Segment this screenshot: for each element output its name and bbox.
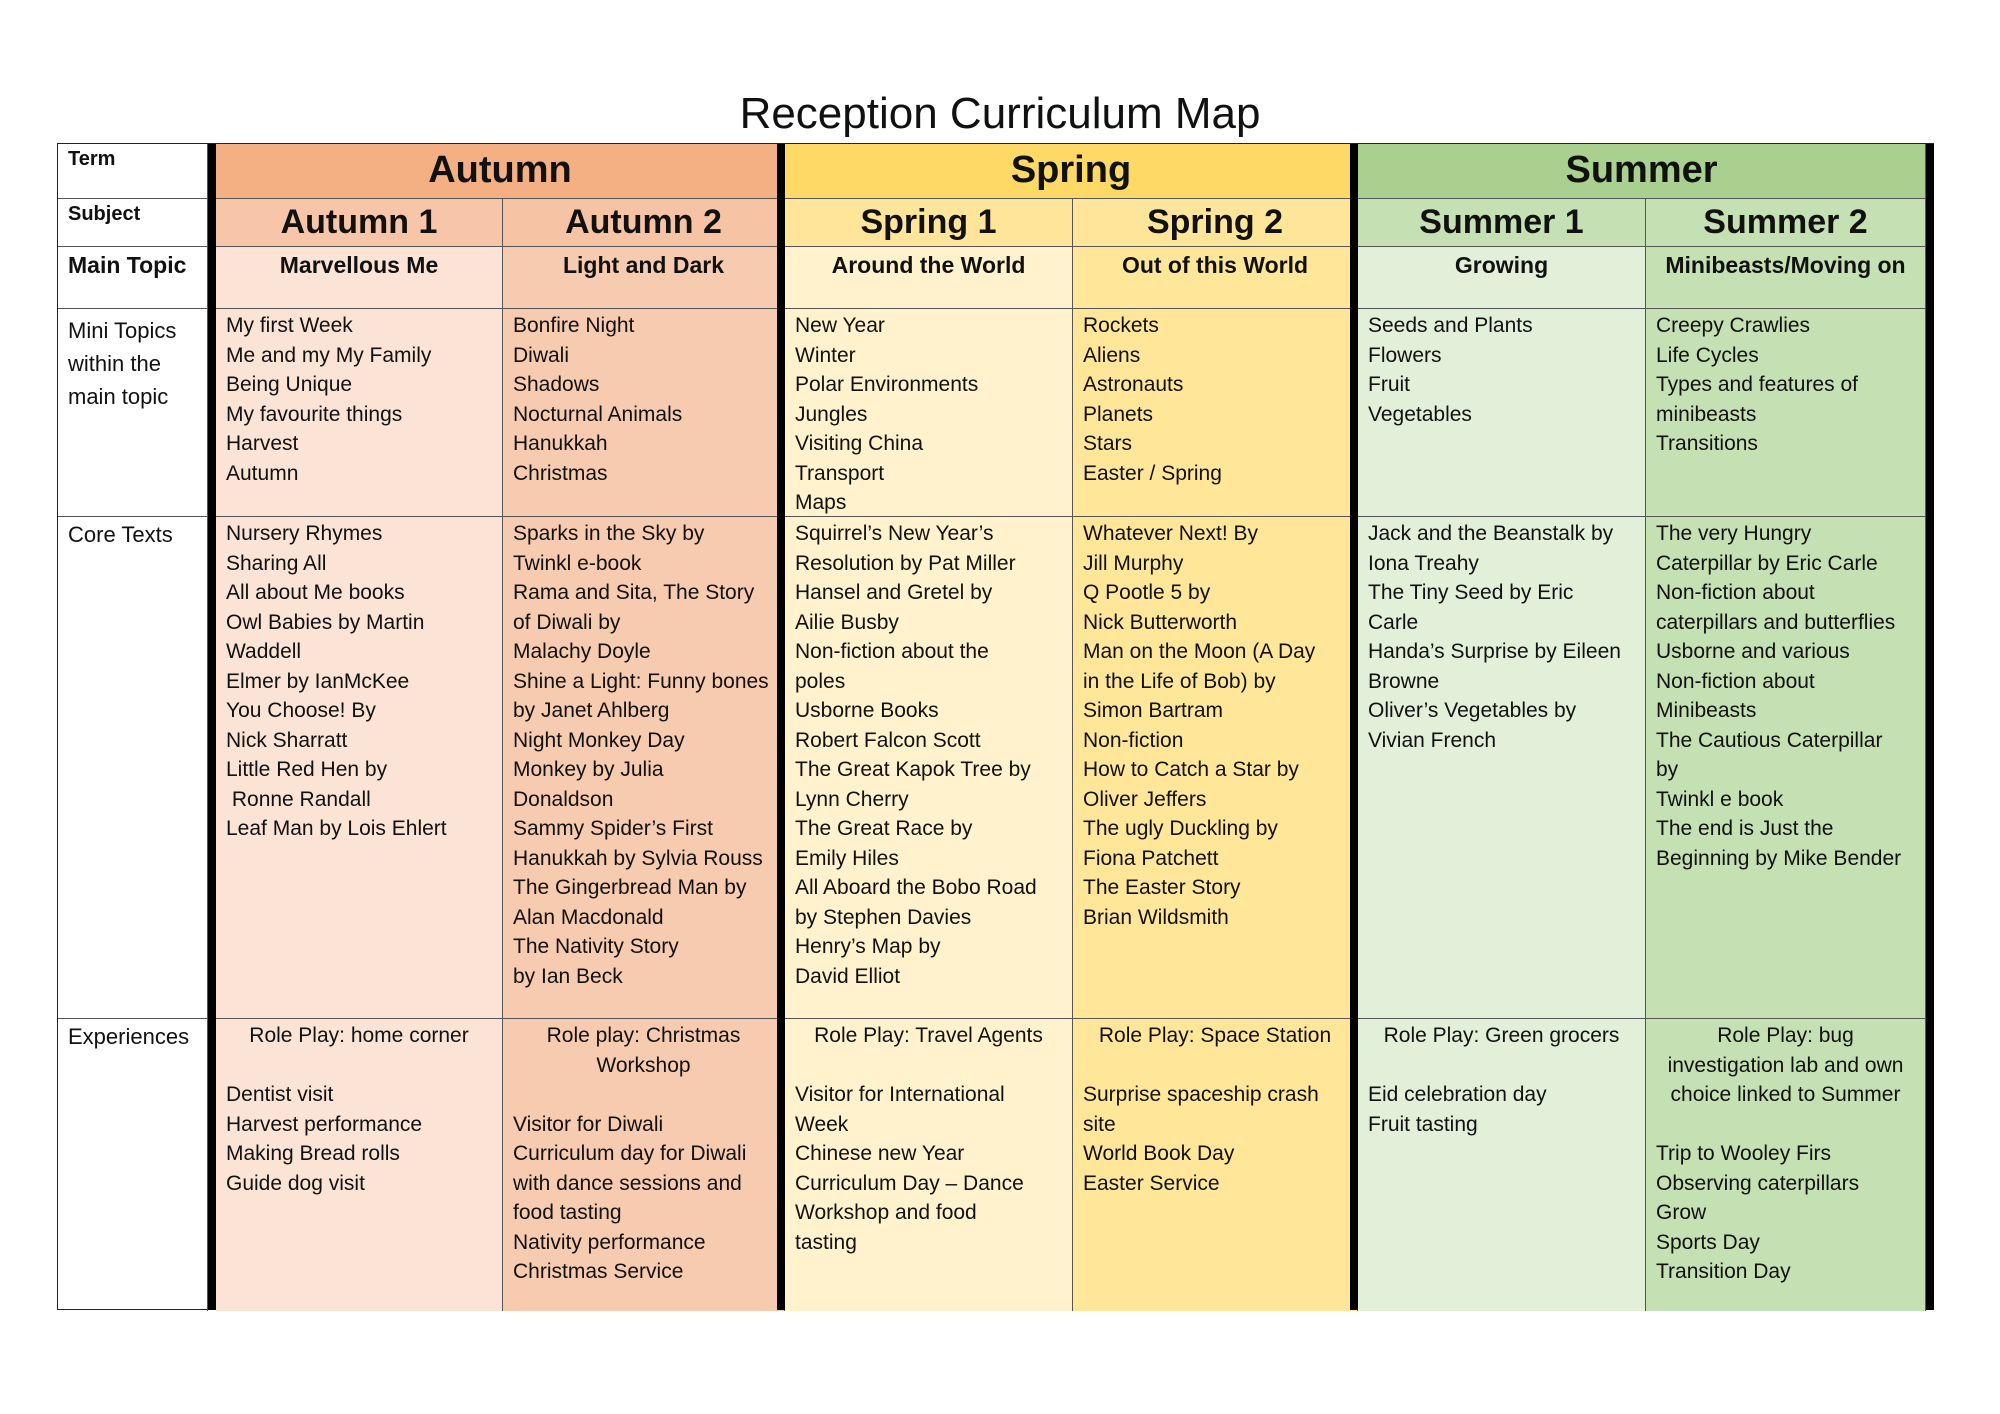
experience-item: Workshop and food	[795, 1201, 977, 1224]
core-text-line: Usborne and various	[1656, 640, 1850, 663]
role-play-heading	[1368, 1021, 1635, 1051]
core-text-line: Oliver Jeffers	[1083, 787, 1207, 811]
column-divider	[208, 144, 216, 1310]
mini-topic-item: Autumn	[226, 461, 299, 485]
mini-topic-item: Rockets	[1083, 314, 1159, 337]
spacer	[1083, 1051, 1347, 1081]
half-term-header: Summer 1	[1358, 199, 1646, 247]
core-text-line: Whatever Next! By	[1083, 522, 1259, 545]
experience-item: Surprise spaceship crash	[1083, 1083, 1319, 1106]
core-text-line: by Ian Beck	[513, 964, 623, 988]
mini-topic-item: Creepy Crawlies	[1656, 314, 1811, 337]
core-text-line: The Easter Story	[1083, 876, 1241, 899]
experience-item: Chinese new Year	[795, 1142, 965, 1165]
role-play-heading	[513, 1021, 774, 1080]
core-text-line: by	[1656, 758, 1679, 781]
half-term-header: Summer 2	[1646, 199, 1926, 247]
core-text-line: Little Red Hen by	[226, 758, 388, 781]
column-divider	[1926, 144, 1934, 1310]
experiences-cell	[1646, 1019, 1926, 1311]
mini-topic-item: Shadows	[513, 373, 600, 396]
core-text-line: Simon Bartram	[1083, 699, 1224, 722]
mini-topic-item: Vegetables	[1368, 402, 1472, 426]
core-text-line: Ronne Randall	[226, 787, 371, 811]
role-play-heading	[1656, 1021, 1915, 1110]
subject-label: Subject	[58, 199, 208, 247]
main-topic-cell: Around the World	[785, 247, 1073, 309]
season-header-spring: Spring	[785, 144, 1358, 199]
mini-topic-item: Planets	[1083, 402, 1154, 426]
core-text-line: Carle	[1368, 610, 1419, 634]
core-text-line: Sparks in the Sky by	[513, 522, 705, 545]
main-topic-cell: Minibeasts/Moving on	[1646, 247, 1926, 309]
mini-topics-cell	[216, 309, 503, 517]
experience-item: Transition Day	[1656, 1260, 1791, 1283]
role-play-line: Role play: Christmas	[546, 1024, 741, 1047]
core-text-line: Waddell	[226, 640, 302, 663]
core-texts-cell	[785, 517, 1073, 1019]
role-play-line: Role Play: bug	[1717, 1024, 1854, 1047]
experience-item: Visitor for Diwali	[513, 1112, 664, 1136]
core-text-line: Sammy Spider’s First	[513, 817, 713, 840]
core-text-line: Rama and Sita, The Story	[513, 581, 755, 604]
mini-topics-cell	[1358, 309, 1646, 517]
core-text-line: caterpillars and butterflies	[1656, 610, 1896, 634]
main-topic-label: Main Topic	[58, 247, 208, 309]
core-text-line: Henry’s Map by	[795, 935, 941, 958]
core-texts-cell	[1358, 517, 1646, 1019]
experiences-cell	[503, 1019, 785, 1311]
mini-topic-item: Flowers	[1368, 343, 1442, 367]
core-text-line: Elmer by IanMcKee	[226, 669, 410, 693]
mini-topic-item: Harvest	[226, 432, 299, 455]
mini-topics-label-line: Mini Topics	[68, 318, 177, 343]
role-play-line: Workshop	[596, 1053, 691, 1077]
experience-item: Christmas Service	[513, 1260, 684, 1283]
core-text-line: Non-fiction about	[1656, 581, 1815, 604]
main-topic-cell: Marvellous Me	[216, 247, 503, 309]
core-text-line: Handa’s Surprise by Eileen	[1368, 640, 1621, 663]
role-play-heading	[795, 1021, 1062, 1051]
experience-item: Grow	[1656, 1201, 1707, 1224]
column-divider	[777, 144, 785, 1310]
core-text-line: Sharing All	[226, 551, 327, 575]
season-header-summer: Summer	[1358, 144, 1926, 199]
core-text-line: Iona Treahy	[1368, 551, 1479, 575]
core-text-line: Vivian French	[1368, 728, 1497, 752]
mini-topic-item: Maps	[795, 491, 847, 514]
core-text-line: Beginning by Mike Bender	[1656, 846, 1902, 870]
mini-topic-item: Fruit	[1368, 373, 1410, 396]
core-text-line: The end is Just the	[1656, 817, 1834, 840]
experience-item: Week	[795, 1112, 849, 1136]
core-texts-label: Core Texts	[58, 517, 208, 1019]
half-term-header: Spring 1	[785, 199, 1073, 247]
core-text-line: All about Me books	[226, 581, 405, 604]
role-play-line: Role Play: home corner	[249, 1024, 469, 1047]
spacer	[226, 1051, 492, 1081]
core-text-line: poles	[795, 669, 846, 693]
spacer	[1656, 1110, 1915, 1140]
role-play-line: investigation lab and own	[1667, 1053, 1904, 1077]
core-text-line: Nursery Rhymes	[226, 522, 383, 545]
core-text-line: Caterpillar by Eric Carle	[1656, 551, 1878, 575]
season-header-autumn: Autumn	[216, 144, 785, 199]
core-texts-cell	[1646, 517, 1926, 1019]
mini-topic-item: Aliens	[1083, 343, 1141, 367]
mini-topics-label	[58, 309, 208, 517]
core-text-line: Q Pootle 5 by	[1083, 581, 1211, 604]
core-text-line: Leaf Man by Lois Ehlert	[226, 817, 447, 840]
experience-item: Sports Day	[1656, 1230, 1760, 1254]
core-text-line: Owl Babies by Martin	[226, 610, 425, 634]
core-text-line: The Great Kapok Tree by	[795, 758, 1031, 781]
mini-topic-item: New Year	[795, 314, 885, 337]
core-text-line: Twinkl e-book	[513, 551, 642, 575]
experience-item: food tasting	[513, 1201, 622, 1224]
core-text-line: Nick Butterworth	[1083, 610, 1238, 634]
core-text-line: The Nativity Story	[513, 935, 679, 958]
main-topic-cell: Out of this World	[1073, 247, 1358, 309]
mini-topic-item: My favourite things	[226, 402, 403, 426]
experience-item: Harvest performance	[226, 1112, 423, 1136]
core-text-line: Nick Sharratt	[226, 728, 348, 752]
spacer	[795, 1051, 1062, 1081]
core-text-line: Hansel and Gretel by	[795, 581, 993, 604]
experience-item: Trip to Wooley Firs	[1656, 1142, 1832, 1165]
mini-topics-label-line: within the	[68, 351, 161, 376]
core-text-line: by Janet Ahlberg	[513, 699, 670, 722]
experiences-cell	[1358, 1019, 1646, 1311]
core-text-line: Night Monkey Day	[513, 728, 685, 752]
core-texts-cell	[216, 517, 503, 1019]
experience-item: site	[1083, 1112, 1116, 1136]
core-text-line: Robert Falcon Scott	[795, 728, 981, 752]
core-text-line: Ailie Busby	[795, 610, 899, 634]
half-term-header: Autumn 1	[216, 199, 503, 247]
mini-topic-item: Nocturnal Animals	[513, 402, 683, 426]
mini-topic-item: Being Unique	[226, 373, 353, 396]
experience-item: tasting	[795, 1230, 857, 1254]
term-label: Term	[58, 144, 208, 199]
role-play-heading	[1083, 1021, 1347, 1051]
experience-item: Visitor for International	[795, 1083, 1005, 1106]
core-text-line: Oliver’s Vegetables by	[1368, 699, 1577, 722]
mini-topic-item: minibeasts	[1656, 402, 1757, 426]
core-text-line: How to Catch a Star by	[1083, 758, 1299, 781]
experience-item: Making Bread rolls	[226, 1142, 400, 1165]
core-text-line: Shine a Light: Funny bones	[513, 669, 769, 693]
spacer	[513, 1080, 774, 1110]
page-title: Reception Curriculum Map	[739, 89, 1261, 138]
core-text-line: The ugly Duckling by	[1083, 817, 1278, 840]
core-text-line: David Elliot	[795, 964, 901, 988]
spacer	[1368, 1051, 1635, 1081]
mini-topic-item: Jungles	[795, 402, 868, 426]
core-text-line: Malachy Doyle	[513, 640, 651, 663]
experience-item: Nativity performance	[513, 1230, 706, 1254]
experience-item: Easter Service	[1083, 1171, 1220, 1195]
core-text-line: You Choose! By	[226, 699, 376, 722]
core-text-line: by Stephen Davies	[795, 905, 972, 929]
role-play-line: choice linked to Summer	[1670, 1083, 1901, 1106]
mini-topic-item: Bonfire Night	[513, 314, 635, 337]
mini-topic-item: My first Week	[226, 314, 353, 337]
core-text-line: Alan Macdonald	[513, 905, 664, 929]
mini-topic-item: Types and features of	[1656, 373, 1858, 396]
core-text-line: Squirrel’s New Year’s	[795, 522, 994, 545]
mini-topic-item: Transitions	[1656, 432, 1758, 455]
core-text-line: Non-fiction about	[1656, 669, 1815, 693]
experiences-cell	[216, 1019, 503, 1311]
mini-topics-cell	[1646, 309, 1926, 517]
experience-item: Dentist visit	[226, 1083, 334, 1106]
experience-item: Curriculum Day – Dance	[795, 1171, 1024, 1195]
mini-topic-item: Visiting China	[795, 432, 924, 455]
core-text-line: The Great Race by	[795, 817, 973, 840]
core-text-line: Non-fiction	[1083, 728, 1184, 752]
experience-item: with dance sessions and	[513, 1171, 742, 1195]
mini-topic-item: Hanukkah	[513, 432, 608, 455]
mini-topics-cell	[503, 309, 785, 517]
core-text-line: Hanukkah by Sylvia Rouss	[513, 846, 763, 870]
core-texts-cell	[503, 517, 785, 1019]
core-text-line: Man on the Moon (A Day	[1083, 640, 1316, 663]
role-play-line: Role Play: Space Station	[1098, 1024, 1332, 1047]
mini-topic-item: Easter / Spring	[1083, 461, 1222, 485]
core-text-line: Usborne Books	[795, 699, 939, 722]
core-text-line: Browne	[1368, 669, 1440, 693]
mini-topics-label-line: main topic	[68, 384, 169, 409]
main-topic-cell: Light and Dark	[503, 247, 785, 309]
core-text-line: All Aboard the Bobo Road	[795, 876, 1037, 899]
column-divider	[1350, 144, 1358, 1310]
core-text-line: The Cautious Caterpillar	[1656, 728, 1883, 752]
mini-topic-item: Winter	[795, 343, 856, 367]
role-play-line: Role Play: Travel Agents	[814, 1024, 1043, 1047]
experience-item: World Book Day	[1083, 1142, 1235, 1165]
core-text-line: Resolution by Pat Miller	[795, 551, 1016, 575]
core-texts-cell	[1073, 517, 1358, 1019]
core-text-line: Monkey by Julia	[513, 758, 664, 781]
curriculum-table	[57, 143, 1934, 1310]
experience-item: Guide dog visit	[226, 1171, 365, 1195]
mini-topic-item: Me and my My Family	[226, 343, 432, 367]
mini-topic-item: Transport	[795, 461, 885, 485]
core-text-line: Emily Hiles	[795, 846, 899, 870]
core-text-line: The Tiny Seed by Eric	[1368, 581, 1574, 604]
mini-topics-cell	[1073, 309, 1358, 517]
core-text-line: Fiona Patchett	[1083, 846, 1219, 870]
core-text-line: The very Hungry	[1656, 522, 1812, 545]
core-text-line: Non-fiction about the	[795, 640, 989, 663]
mini-topic-item: Polar Environments	[795, 373, 979, 396]
half-term-header: Autumn 2	[503, 199, 785, 247]
mini-topic-item: Seeds and Plants	[1368, 314, 1533, 337]
core-text-line: Donaldson	[513, 787, 614, 811]
experience-item: Observing caterpillars	[1656, 1171, 1860, 1195]
role-play-heading	[226, 1021, 492, 1051]
experience-item: Fruit tasting	[1368, 1112, 1478, 1136]
mini-topic-item: Stars	[1083, 432, 1133, 455]
main-topic-cell: Growing	[1358, 247, 1646, 309]
mini-topic-item: Astronauts	[1083, 373, 1184, 396]
experiences-cell	[785, 1019, 1073, 1311]
role-play-line: Role Play: Green grocers	[1383, 1024, 1620, 1047]
core-text-line: Twinkl e book	[1656, 787, 1784, 811]
core-text-line: Jack and the Beanstalk by	[1368, 522, 1614, 545]
core-text-line: in the Life of Bob) by	[1083, 669, 1276, 693]
mini-topics-cell	[785, 309, 1073, 517]
experiences-label: Experiences	[58, 1019, 208, 1311]
core-text-line: Minibeasts	[1656, 699, 1757, 722]
core-text-line: Brian Wildsmith	[1083, 905, 1229, 929]
core-text-line: Lynn Cherry	[795, 787, 909, 811]
experience-item: Curriculum day for Diwali	[513, 1142, 747, 1165]
core-text-line: The Gingerbread Man by	[513, 876, 747, 899]
core-text-line: of Diwali by	[513, 610, 621, 634]
mini-topic-item: Life Cycles	[1656, 343, 1759, 367]
experiences-cell	[1073, 1019, 1358, 1311]
core-text-line: Jill Murphy	[1083, 551, 1184, 575]
half-term-header: Spring 2	[1073, 199, 1358, 247]
experience-item: Eid celebration day	[1368, 1083, 1547, 1106]
mini-topic-item: Diwali	[513, 343, 570, 367]
mini-topic-item: Christmas	[513, 461, 608, 485]
